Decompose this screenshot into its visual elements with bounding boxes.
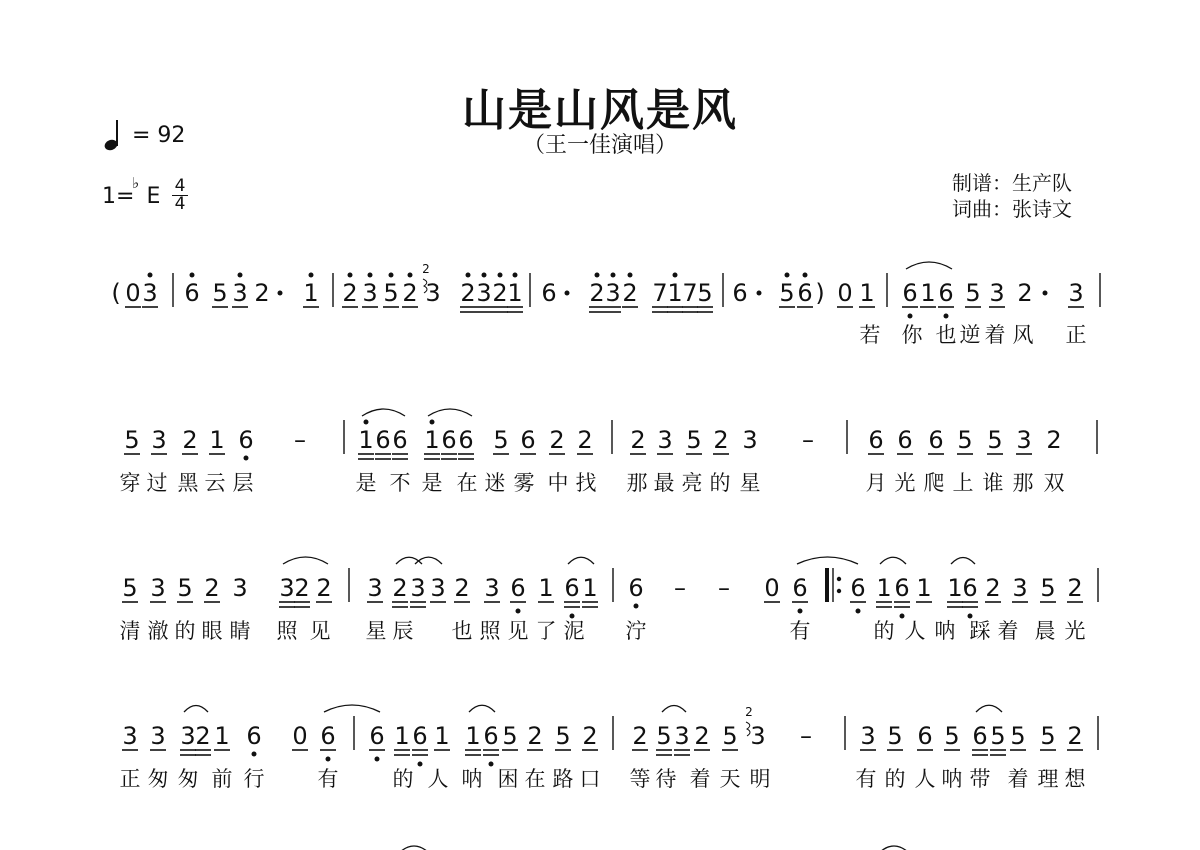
note: 2 (1067, 574, 1083, 602)
lyric-char: 的 (884, 767, 906, 791)
note: 2 (985, 574, 1001, 602)
grace-note: 2 (745, 705, 753, 719)
octave-dot-low (570, 614, 575, 619)
note: 5 (887, 722, 903, 750)
score-row (120, 716, 1099, 791)
note: 3 (860, 722, 876, 750)
slur (283, 557, 328, 564)
lyric-char: 想 (1064, 767, 1086, 791)
lyric-char: 澈 (147, 619, 169, 643)
note: 5 (722, 722, 738, 750)
note: 2 (582, 722, 598, 750)
note: 2 (492, 279, 508, 307)
note: 6 (902, 279, 918, 307)
note: 6 (320, 722, 336, 750)
octave-dot-low (326, 757, 331, 762)
lyric-char: 雾 (513, 471, 535, 495)
octave-dot-high (513, 273, 518, 278)
note: 2 (1017, 279, 1033, 307)
lyric-char: 着 (984, 323, 1006, 347)
note: 2 (402, 279, 418, 307)
lyric-char: 那 (626, 471, 648, 495)
lyric-char: 见 (309, 619, 331, 643)
lyric-char: 着 (997, 619, 1019, 643)
octave-dot-high (238, 273, 243, 278)
notation-symbol: ) (815, 279, 825, 307)
lyric-char: 是 (355, 471, 377, 495)
lyric-char: 晨 (1034, 619, 1056, 643)
key-letter: E (146, 184, 161, 209)
slur (324, 705, 380, 712)
lyric-char: 逆 (959, 323, 981, 347)
note: 3 (362, 279, 378, 307)
lyric-char: 的 (174, 619, 196, 643)
lyric-char: 踩 (969, 619, 991, 643)
note: 7 (682, 279, 698, 307)
note: 5 (212, 279, 228, 307)
octave-dot-low (908, 314, 913, 319)
note: 6 (972, 722, 988, 750)
note: 3 (1016, 426, 1032, 454)
lyric-char: 有 (317, 767, 339, 791)
note: 6 (510, 574, 526, 602)
note: 1 (582, 574, 598, 602)
note: 2 (589, 279, 605, 307)
lyric-char: 星 (365, 619, 387, 643)
note: 6 (797, 279, 813, 307)
octave-dot-high (148, 273, 153, 278)
lyric-char: 呐 (934, 619, 956, 643)
note: 2 (294, 574, 310, 602)
notation-symbol: – (718, 574, 730, 602)
lyric-char: 爬 (923, 471, 945, 495)
lyric-char: 谁 (982, 471, 1004, 495)
note: 6 (520, 426, 536, 454)
note: 6 (962, 574, 978, 602)
lyric-char: 行 (243, 767, 265, 791)
lyric-char: 理 (1037, 767, 1059, 791)
note: 3 (657, 426, 673, 454)
note: 6 (938, 279, 954, 307)
note: 3 (742, 426, 758, 454)
octave-dot-high (673, 273, 678, 278)
note: 2 (694, 722, 710, 750)
note: 6 (868, 426, 884, 454)
lyric-char: 的 (709, 471, 731, 495)
octave-dot-high (190, 273, 195, 278)
note: 5 (555, 722, 571, 750)
lyric-char: 人 (914, 767, 936, 791)
octave-dot-low (418, 762, 423, 767)
note: 6 (375, 426, 391, 454)
note: 3 (605, 279, 621, 307)
lyric-char: 的 (873, 619, 895, 643)
note: 6 (392, 426, 408, 454)
notation-symbol: ( (111, 279, 121, 307)
note: 3 (410, 574, 426, 602)
score-row (120, 568, 1099, 643)
note: 3 (367, 574, 383, 602)
note: 5 (493, 426, 509, 454)
slur (880, 846, 908, 850)
note: 5 (1010, 722, 1026, 750)
grace-note: 2 (422, 262, 430, 276)
lyric-char: 人 (427, 767, 449, 791)
lyric-char: 有 (789, 619, 811, 643)
note: 3 (1068, 279, 1084, 307)
note: 5 (502, 722, 518, 750)
slur (951, 558, 975, 565)
octave-dot-high (611, 273, 616, 278)
lyric-char: 在 (524, 767, 546, 791)
slur (184, 706, 208, 713)
note: 1 (538, 574, 554, 602)
note: 2 (254, 279, 270, 307)
note: 1 (434, 722, 450, 750)
note: 1 (303, 279, 319, 307)
repeat-dot (837, 577, 841, 581)
note: 2 (342, 279, 358, 307)
lyric-char: 亮 (681, 471, 703, 495)
note: 0 (125, 279, 141, 307)
octave-dot-high (364, 420, 369, 425)
note: 5 (686, 426, 702, 454)
note: 6 (369, 722, 385, 750)
note: 2 (632, 722, 648, 750)
note: 1 (916, 574, 932, 602)
note: 6 (628, 574, 644, 602)
note: 5 (944, 722, 960, 750)
repeat-start-thick (825, 568, 829, 602)
lyric-char: 带 (969, 767, 991, 791)
note: 2 (713, 426, 729, 454)
slur (469, 705, 495, 712)
lyric-char: 困 (497, 767, 519, 791)
song-title: 山是山风是风 (462, 85, 738, 136)
note: 2 (549, 426, 565, 454)
notation-symbol: – (800, 722, 812, 750)
note: 5 (1040, 722, 1056, 750)
note: 5 (965, 279, 981, 307)
slur (568, 557, 594, 564)
note: 3 (150, 722, 166, 750)
note: 3 (122, 722, 138, 750)
lyric-char: 人 (904, 619, 926, 643)
lyric-char: 风 (1012, 323, 1034, 347)
lyric-char: 正 (119, 767, 141, 791)
lyric-char: 了 (535, 619, 557, 643)
octave-dot-high (628, 273, 633, 278)
note: 2 (630, 426, 646, 454)
note: 3 (430, 574, 446, 602)
note: 3 (476, 279, 492, 307)
lyric-char: 双 (1043, 471, 1065, 495)
key-prefix: 1= (102, 184, 135, 209)
note: 2 (622, 279, 638, 307)
lyric-char: 光 (894, 471, 916, 495)
note: 3 (232, 279, 248, 307)
lyric-char: 口 (579, 767, 601, 791)
lyric-char: 照 (276, 619, 298, 643)
lyric-char: 月 (865, 471, 887, 495)
note: 5 (1040, 574, 1056, 602)
lyric-char: 黑 (177, 471, 199, 495)
note: 6 (897, 426, 913, 454)
octave-dot-high (309, 273, 314, 278)
octave-dot-high (595, 273, 600, 278)
lyric-char: 找 (575, 471, 597, 495)
lyric-char: 是 (421, 471, 443, 495)
note: 2 (460, 279, 476, 307)
lyric-char: 穿 (119, 471, 141, 495)
note: 0 (292, 722, 308, 750)
note: 6 (238, 426, 254, 454)
note: 0 (764, 574, 780, 602)
lyric-char: 路 (552, 767, 574, 791)
octave-dot-high (498, 273, 503, 278)
score-row (120, 420, 1098, 496)
time-signature-bottom: 4 (174, 194, 186, 214)
lyric-char: 泥 (563, 619, 585, 643)
note: 2 (577, 426, 593, 454)
octave-dot-high (368, 273, 373, 278)
note: 5 (779, 279, 795, 307)
lyric-char: 也 (935, 323, 957, 347)
note: 3 (142, 279, 158, 307)
note: 6 (564, 574, 580, 602)
lyric-char: 匆 (177, 767, 199, 791)
lyric-char: 层 (232, 471, 254, 495)
note: 6 (541, 279, 557, 307)
slur (400, 846, 428, 850)
note: 6 (928, 426, 944, 454)
lyric-char: 清 (119, 619, 141, 643)
notation-symbol: – (294, 426, 306, 454)
notation-symbol: – (802, 426, 814, 454)
repeat-dot (837, 589, 841, 593)
lyric-char: 也 (451, 619, 473, 643)
note: 2 (1046, 426, 1062, 454)
slur (362, 409, 405, 416)
note: 2 (182, 426, 198, 454)
note: 3 (425, 279, 441, 307)
note: 6 (412, 722, 428, 750)
lyric-char: 最 (653, 471, 675, 495)
octave-dot-low (375, 757, 380, 762)
lyric-char: 那 (1012, 471, 1034, 495)
octave-dot-low (944, 314, 949, 319)
note: 3 (750, 722, 766, 750)
note: 6 (850, 574, 866, 602)
note: 3 (151, 426, 167, 454)
octave-dot-high (430, 420, 435, 425)
lyric-char: 星 (739, 471, 761, 495)
note: 1 (209, 426, 225, 454)
augmentation-dot (278, 291, 283, 296)
note: 1 (667, 279, 683, 307)
note: 6 (917, 722, 933, 750)
note: 3 (180, 722, 196, 750)
lyric-char: 迷 (484, 471, 506, 495)
lyric-char: 的 (392, 767, 414, 791)
lyric-char: 呐 (461, 767, 483, 791)
octave-dot-low (634, 604, 639, 609)
octave-dot-high (803, 273, 808, 278)
lyric-char: 有 (855, 767, 877, 791)
lyric-char: 匆 (147, 767, 169, 791)
slur (906, 262, 952, 269)
notation-symbol: – (674, 574, 686, 602)
note: 2 (454, 574, 470, 602)
note: 6 (458, 426, 474, 454)
note: 5 (124, 426, 140, 454)
note: 1 (358, 426, 374, 454)
octave-dot-high (482, 273, 487, 278)
note: 3 (674, 722, 690, 750)
lyric-char: 睛 (229, 619, 251, 643)
slur (880, 557, 906, 564)
octave-dot-low (516, 609, 521, 614)
note: 3 (1012, 574, 1028, 602)
octave-dot-high (408, 273, 413, 278)
octave-dot-low (798, 609, 803, 614)
note: 1 (920, 279, 936, 307)
octave-dot-high (389, 273, 394, 278)
note: 5 (122, 574, 138, 602)
note: 1 (876, 574, 892, 602)
lyric-char: 呐 (941, 767, 963, 791)
note: 5 (656, 722, 672, 750)
note: 1 (947, 574, 963, 602)
lyric-char: 你 (901, 323, 923, 347)
note: 5 (957, 426, 973, 454)
score-row (111, 273, 1100, 348)
note: 1 (465, 722, 481, 750)
note: 0 (837, 279, 853, 307)
notation-credit: 制谱：生产队 (952, 171, 1072, 195)
augmentation-dot (1043, 291, 1048, 296)
lyric-char: 见 (507, 619, 529, 643)
note: 3 (989, 279, 1005, 307)
lyric-char: 着 (1007, 767, 1029, 791)
note: 6 (894, 574, 910, 602)
slur (415, 557, 442, 564)
note: 7 (652, 279, 668, 307)
slur (428, 409, 472, 416)
lyrics-credit: 词曲：张诗文 (952, 197, 1072, 221)
lyric-char: 明 (749, 767, 771, 791)
octave-dot-low (252, 752, 257, 757)
note: 2 (316, 574, 332, 602)
lyric-char: 辰 (392, 619, 414, 643)
octave-dot-low (900, 614, 905, 619)
augmentation-dot (757, 291, 762, 296)
note: 1 (214, 722, 230, 750)
octave-dot-low (856, 609, 861, 614)
note: 5 (990, 722, 1006, 750)
lyric-char: 上 (952, 471, 974, 495)
lyric-char: 光 (1064, 619, 1086, 643)
lyric-char: 正 (1065, 323, 1087, 347)
octave-dot-low (244, 456, 249, 461)
lyric-char: 中 (547, 471, 569, 495)
lyric-char: 天 (719, 767, 741, 791)
slur (797, 557, 858, 564)
note: 6 (792, 574, 808, 602)
note: 3 (279, 574, 295, 602)
lyric-char: 云 (204, 471, 226, 495)
lyric-char: 等 (629, 767, 651, 791)
note: 5 (987, 426, 1003, 454)
lyric-char: 前 (211, 767, 233, 791)
note: 2 (195, 722, 211, 750)
note: 3 (484, 574, 500, 602)
note: 1 (507, 279, 523, 307)
octave-dot-low (489, 762, 494, 767)
lyric-char: 在 (456, 471, 478, 495)
slur (976, 705, 1002, 712)
note: 6 (246, 722, 262, 750)
tempo-value: = 92 (132, 122, 186, 148)
octave-dot-high (348, 273, 353, 278)
note: 2 (392, 574, 408, 602)
note: 6 (184, 279, 200, 307)
octave-dot-high (785, 273, 790, 278)
lyric-char: 眼 (201, 619, 223, 643)
slur (662, 706, 686, 713)
note: 1 (859, 279, 875, 307)
lyric-char: 着 (689, 767, 711, 791)
lyric-char: 照 (479, 619, 501, 643)
note: 2 (527, 722, 543, 750)
octave-dot-high (466, 273, 471, 278)
lyric-char: 泞 (625, 619, 647, 643)
lyric-char: 待 (655, 767, 677, 791)
note: 3 (232, 574, 248, 602)
song-subtitle: （王一佳演唱） (522, 133, 677, 158)
augmentation-dot (565, 291, 570, 296)
time-signature-top: 4 (174, 176, 186, 196)
note: 2 (1067, 722, 1083, 750)
note: 6 (441, 426, 457, 454)
note: 3 (150, 574, 166, 602)
flat-icon: ♭ (132, 174, 140, 192)
note: 5 (383, 279, 399, 307)
note: 2 (204, 574, 220, 602)
note: 5 (697, 279, 713, 307)
note: 1 (424, 426, 440, 454)
octave-dot-low (968, 614, 973, 619)
note: 6 (732, 279, 748, 307)
lyric-char: 不 (389, 471, 411, 495)
lyric-char: 若 (859, 323, 881, 347)
note: 1 (394, 722, 410, 750)
note: 6 (483, 722, 499, 750)
note: 5 (177, 574, 193, 602)
lyric-char: 过 (146, 471, 168, 495)
